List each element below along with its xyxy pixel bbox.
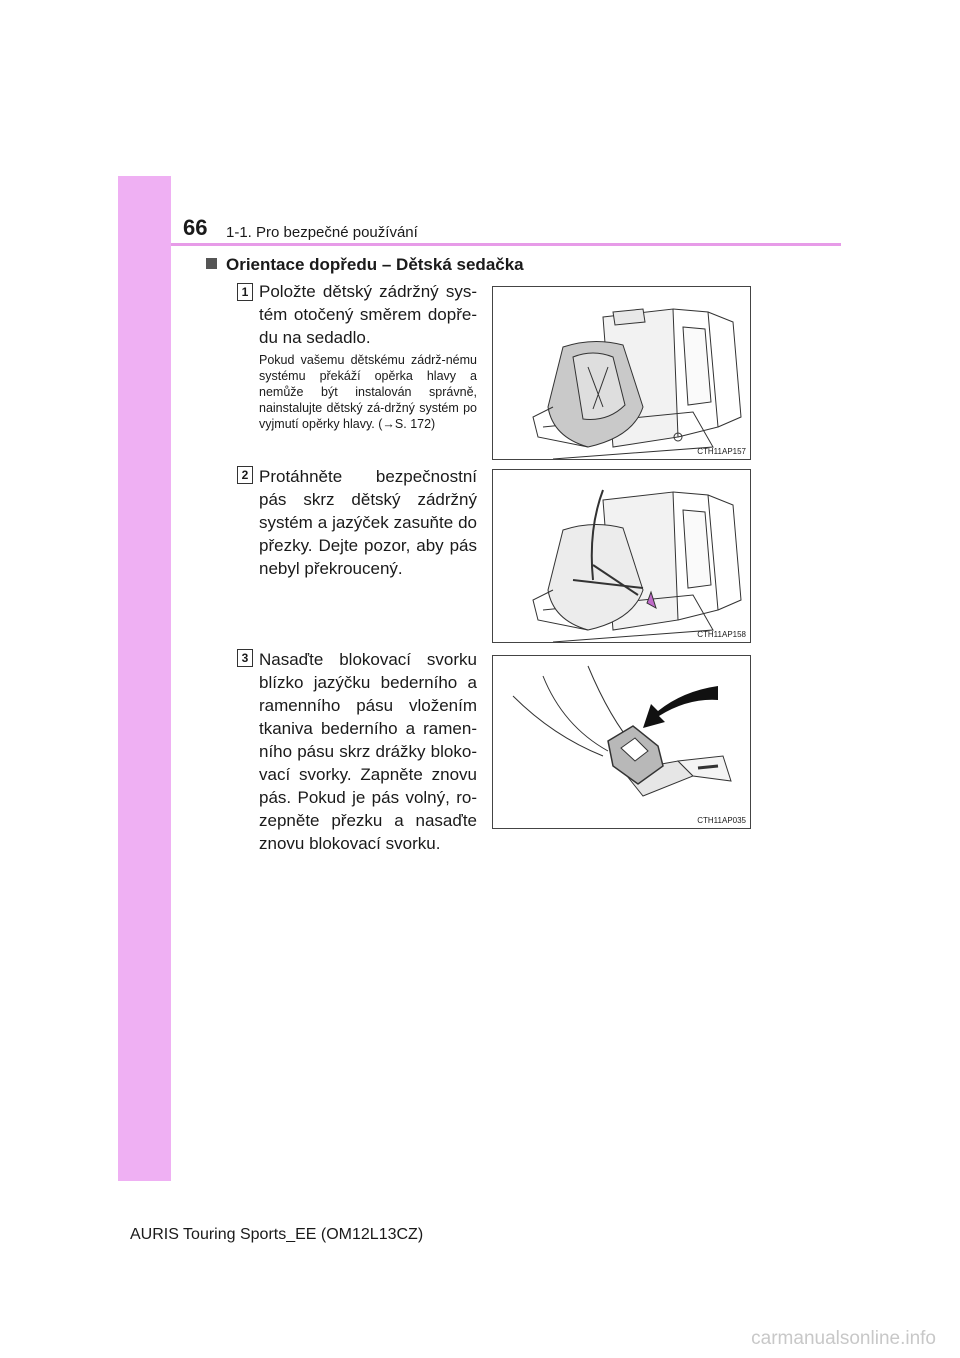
section-title [206,255,524,275]
figure-locking-clip [492,655,751,829]
child-seat-illustration [493,287,750,459]
header-rule [171,243,841,246]
section-title-text: Orientace dopředu – Dětská sedačka [226,255,524,274]
figure-belt-routing [492,469,751,643]
figure-code: CTH11AP157 [697,447,746,456]
figure-code: CTH11AP035 [697,816,746,825]
step-2-text: Protáhněte bezpečnostní pás skrz dětský zádržný systém a jazýček zasuňte do přezky. Dejte pozor, aby pás nebyl překroucený. [259,467,477,578]
step-2-number: 2 [237,466,253,484]
figure-code: CTH11AP158 [697,630,746,639]
chapter-title: 1-1. Pro bezpečné používání [226,224,418,241]
figure-child-seat-placed [492,286,751,460]
footer-text: AURIS Touring Sports_EE (OM12L13CZ) [130,1226,424,1243]
step-1-note: Pokud vašemu dětskému zádrž-nému systému překáží opěrka hlavy a nemůže být instalován správně, nainstalujte dětský zá-držný systém po vyjmutí opěrky hlavy. (→S. 172) [259,353,477,431]
locking-clip-illustration [493,656,750,828]
watermark: carmanualsonline.info [751,1328,936,1349]
step-1-number: 1 [237,283,253,301]
step-1-text: Položte dětský zádržný sys-tém otočený směrem dopře-du na sedadlo. [259,282,477,347]
step-3-number: 3 [237,649,253,667]
side-tab [118,176,171,1181]
step-3-text: Nasaďte blokovací svorku blízko jazýčku bederního a ramenního pásu vložením tkaniva bederního a ramen-ního pásu skrz drážky bloko-vací svorky. Zapněte znovu pás. Pokud je pás volný, ro-zepněte přezku a nasaďte znovu blokovací svorku. [259,650,477,853]
belt-routing-illustration [493,470,750,642]
page-number: 66 [183,215,208,240]
square-bullet-icon [206,258,217,269]
